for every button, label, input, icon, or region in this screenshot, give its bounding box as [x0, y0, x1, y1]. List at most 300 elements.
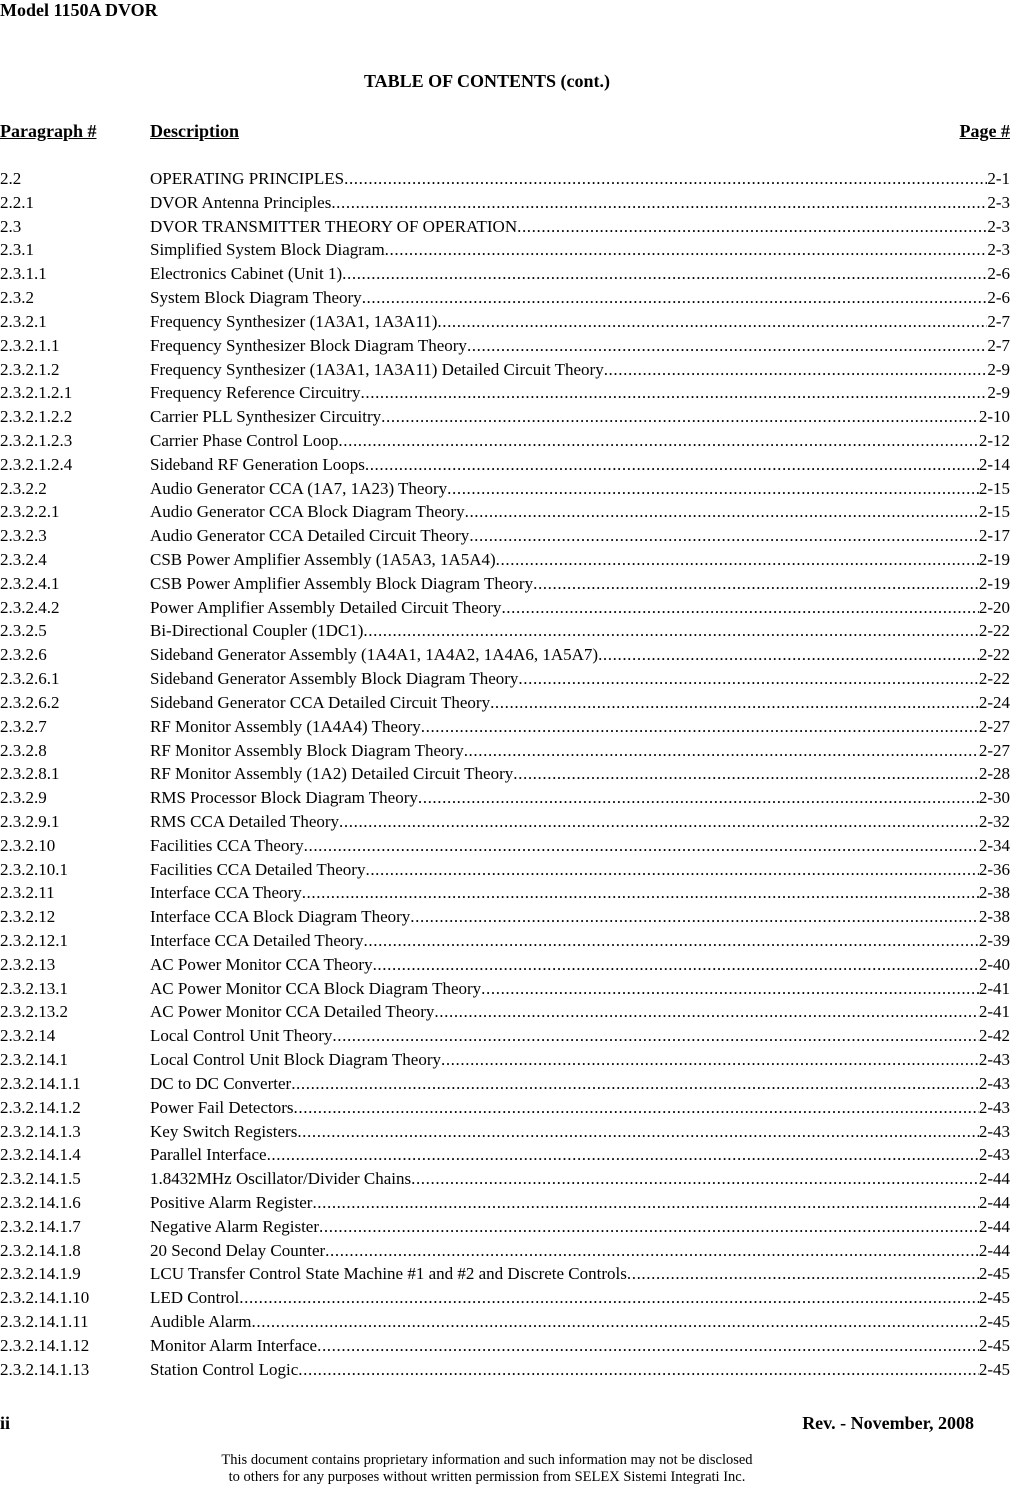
toc-entry-number: 2.3.2.13.1: [0, 978, 68, 998]
toc-entry-page: 2-27: [978, 716, 1010, 736]
toc-dot-leader: [464, 739, 979, 763]
toc-entry-description: Frequency Synthesizer (1A3A1, 1A3A11) Detailed Circuit Theory: [150, 359, 604, 379]
toc-entry-page: 2-7: [987, 311, 1010, 331]
toc-entry[interactable]: [0, 1262, 1010, 1286]
toc-entry[interactable]: [0, 1096, 1010, 1120]
toc-entry-number: 2.3.2.1.2.2: [0, 407, 73, 427]
toc-entry-number: 2.3.2.1.2.4: [0, 454, 73, 474]
toc-entry[interactable]: [0, 215, 1010, 239]
toc-entry-line: [150, 1048, 1010, 1072]
toc-entry-line: [150, 429, 1010, 453]
toc-entry-description: Audio Generator CCA Block Diagram Theory: [150, 502, 465, 522]
toc-entry[interactable]: [0, 1048, 1010, 1072]
toc-dot-leader: [344, 167, 987, 191]
toc-entry[interactable]: [0, 1072, 1010, 1096]
toc-entry-page: 2-41: [978, 978, 1010, 998]
toc-dot-leader: [339, 810, 979, 834]
toc-entry-page: 2-43: [978, 1097, 1010, 1117]
toc-entry[interactable]: [0, 596, 1010, 620]
toc-entry-page: 2-10: [978, 407, 1010, 427]
toc-entry-description: LED Control: [150, 1288, 240, 1308]
toc-entry[interactable]: [0, 1239, 1010, 1263]
toc-entry-description: LCU Transfer Control State Machine #1 and #2 and Discrete Controls: [150, 1264, 627, 1284]
toc-entry-description: RMS CCA Detailed Theory: [150, 811, 340, 831]
toc-entry-description: Carrier PLL Synthesizer Circuitry: [150, 407, 382, 427]
toc-entry[interactable]: [0, 953, 1010, 977]
toc-entry-page: 2-3: [987, 216, 1010, 236]
toc-entry-description: Frequency Synthesizer Block Diagram Theory: [150, 335, 467, 355]
toc-entry[interactable]: [0, 1358, 1010, 1382]
toc-entry-number: 2.3.2.4.2: [0, 597, 60, 617]
toc-entry-line: [150, 1310, 1010, 1334]
toc-entry-number: 2.3.2.6.2: [0, 692, 60, 712]
toc-entry-description: Key Switch Registers: [150, 1121, 298, 1141]
toc-entry-page: 2-45: [978, 1264, 1010, 1284]
toc-entry[interactable]: [0, 1143, 1010, 1167]
toc-entry-number: 2.3.2.4: [0, 550, 47, 569]
toc-entry-description: Local Control Unit Block Diagram Theory: [150, 1050, 441, 1070]
toc-entry[interactable]: [0, 358, 1010, 382]
toc-dot-leader: [342, 262, 987, 286]
toc-entry-description: Frequency Synthesizer (1A3A1, 1A3A11): [150, 311, 438, 331]
toc-dot-leader: [517, 215, 987, 239]
toc-entry-line: [150, 405, 1010, 429]
toc-dot-leader: [363, 619, 978, 643]
toc-dot-leader: [317, 1334, 979, 1358]
toc-entry[interactable]: [0, 572, 1010, 596]
toc-entry-line: [150, 691, 1010, 715]
toc-dot-leader: [239, 1286, 979, 1310]
toc-entry[interactable]: [0, 334, 1010, 358]
toc-dot-leader: [302, 881, 979, 905]
toc-dot-leader: [418, 786, 979, 810]
toc-entry[interactable]: [0, 429, 1010, 453]
toc-entry-page: 2-44: [978, 1240, 1010, 1260]
toc-entry-description: RF Monitor Assembly (1A4A4) Theory: [150, 716, 421, 736]
toc-entry-number: 2.3.2.13.2: [0, 1002, 68, 1022]
toc-entry-page: 2-6: [987, 288, 1010, 308]
toc-entry-number: 2.3.1: [0, 240, 34, 260]
toc-dot-leader: [319, 1215, 979, 1239]
toc-dot-leader: [447, 477, 979, 501]
toc-entry-number: 2.3.2.6: [0, 645, 47, 665]
toc-dot-leader: [490, 691, 979, 715]
toc-entry-description: Bi-Directional Coupler (1DC1): [150, 621, 364, 641]
toc-entry-line: [150, 310, 1010, 334]
toc-entry-description: DC to DC Converter: [150, 1073, 292, 1093]
toc-entry-page: 2-38: [978, 883, 1010, 903]
toc-entry[interactable]: [0, 191, 1010, 215]
toc-entry-number: 2.3.1.1: [0, 264, 47, 284]
toc-entry-page: 2-3: [987, 192, 1010, 212]
toc-entry-line: [150, 1334, 1010, 1358]
toc-entry-page: 2-40: [978, 954, 1010, 974]
toc-entry-description: Sideband Generator CCA Detailed Circuit Theory: [150, 692, 491, 712]
toc-entry[interactable]: [0, 715, 1010, 739]
toc-entry-line: [150, 953, 1010, 977]
toc-entry-page: 2-45: [978, 1288, 1010, 1308]
toc-entry-line: [150, 286, 1010, 310]
toc-entry-description: RF Monitor Assembly (1A2) Detailed Circuit Theory: [150, 764, 514, 784]
toc-entry-number: 2.3.2: [0, 288, 34, 308]
toc-entry-number: 2.3.2.14.1.3: [0, 1121, 81, 1141]
toc-entry-page: 2-12: [978, 430, 1010, 450]
toc-entry[interactable]: [0, 739, 1010, 763]
toc-dot-leader: [361, 381, 988, 405]
toc-entry[interactable]: [0, 1191, 1010, 1215]
toc-entry[interactable]: [0, 167, 1010, 191]
toc-dot-leader: [598, 643, 979, 667]
toc-entry-page: 2-20: [978, 597, 1010, 617]
toc-entry[interactable]: [0, 500, 1010, 524]
toc-entry-description: Electronics Cabinet (Unit 1): [150, 264, 343, 284]
toc-entry-description: CSB Power Amplifier Assembly Block Diagram Theory: [150, 573, 534, 593]
toc-entry-number: 2.3.2.14.1.2: [0, 1097, 81, 1117]
toc-entry[interactable]: [0, 238, 1010, 262]
toc-entry-number: 2.3.2.14: [0, 1026, 56, 1046]
toc-dot-leader: [325, 1239, 979, 1263]
toc-entry-description: Sideband RF Generation Loops: [150, 454, 365, 474]
toc-entry-page: 2-17: [978, 526, 1010, 546]
toc-dot-leader: [332, 1024, 978, 1048]
toc-entry-line: [150, 977, 1010, 1001]
toc-list: [0, 167, 1010, 1381]
toc-entry-number: 2.3.2.6.1: [0, 669, 60, 689]
toc-entry[interactable]: [0, 643, 1010, 667]
toc-entry-number: 2.3.2.8: [0, 740, 47, 760]
toc-entry-line: [150, 215, 1010, 239]
toc-entry-page: 2-19: [978, 573, 1010, 593]
toc-entry-number: 2.3.2.1.2.3: [0, 430, 73, 450]
toc-entry-page: 2-45: [978, 1312, 1010, 1331]
toc-entry-description: Interface CCA Detailed Theory: [150, 931, 364, 950]
toc-entry-number: 2.2: [0, 169, 22, 188]
toc-entry-description: OPERATING PRINCIPLES: [150, 169, 345, 188]
toc-entry-page: 2-39: [978, 931, 1010, 950]
toc-entry-number: 2.3.2.4.1: [0, 573, 60, 593]
toc-dot-leader: [312, 1191, 978, 1215]
toc-entry-number: 2.3.2.2.1: [0, 502, 60, 522]
toc-entry-line: [150, 477, 1010, 501]
proprietary-notice: [0, 1452, 974, 1486]
toc-entry-description: Facilities CCA Theory: [150, 835, 304, 855]
toc-entry-page: 2-44: [978, 1192, 1010, 1212]
toc-entry-line: [150, 548, 1010, 572]
toc-entry-line: [150, 858, 1010, 882]
column-header-paragraph: Paragraph #: [0, 121, 97, 141]
toc-entry[interactable]: [0, 977, 1010, 1001]
toc-dot-leader: [252, 1310, 979, 1334]
toc-dot-leader: [298, 1358, 979, 1382]
toc-entry[interactable]: [0, 381, 1010, 405]
toc-entry-line: [150, 834, 1010, 858]
toc-entry[interactable]: [0, 905, 1010, 929]
toc-entry[interactable]: [0, 786, 1010, 810]
toc-dot-leader: [411, 1167, 979, 1191]
toc-entry[interactable]: [0, 262, 1010, 286]
toc-dot-leader: [338, 429, 978, 453]
toc-entry-number: 2.3.2.7: [0, 716, 47, 736]
toc-entry-number: 2.3.2.11: [0, 883, 55, 903]
toc-entry[interactable]: [0, 1334, 1010, 1358]
toc-entry-line: [150, 1262, 1010, 1286]
toc-entry-description: Sideband Generator Assembly Block Diagram Theory: [150, 669, 519, 689]
toc-entry-description: Audible Alarm: [150, 1312, 252, 1331]
toc-entry-line: [150, 1167, 1010, 1191]
toc-entry-page: 2-7: [987, 335, 1010, 355]
toc-entry[interactable]: [0, 1310, 1010, 1334]
toc-entry[interactable]: [0, 477, 1010, 501]
toc-dot-leader: [297, 1120, 979, 1144]
toc-entry-description: Facilities CCA Detailed Theory: [150, 859, 366, 879]
toc-dot-leader: [364, 929, 979, 953]
toc-entry-description: Parallel Interface: [150, 1145, 267, 1165]
toc-entry-description: Local Control Unit Theory: [150, 1026, 333, 1046]
toc-entry-line: [150, 191, 1010, 215]
toc-entry-line: [150, 1000, 1010, 1024]
toc-entry[interactable]: [0, 524, 1010, 548]
toc-entry-page: 2-1: [987, 169, 1010, 188]
toc-entry-line: [150, 1143, 1010, 1167]
toc-entry-line: [150, 905, 1010, 929]
toc-entry-number: 2.3.2.14.1.4: [0, 1145, 81, 1165]
toc-entry-line: [150, 262, 1010, 286]
toc-entry-page: 2-27: [978, 740, 1010, 760]
toc-entry-page: 2-44: [978, 1216, 1010, 1236]
toc-entry-description: CSB Power Amplifier Assembly (1A5A3, 1A5A4): [150, 550, 496, 569]
toc-entry-number: 2.3.2.12: [0, 907, 56, 927]
toc-entry-page: 2-9: [987, 383, 1010, 403]
toc-entry[interactable]: [0, 1167, 1010, 1191]
toc-entry-page: 2-30: [978, 788, 1010, 808]
toc-entry-line: [150, 500, 1010, 524]
toc-entry-description: Audio Generator CCA (1A7, 1A23) Theory: [150, 478, 448, 498]
toc-entry-number: 2.3.2.14.1.5: [0, 1169, 81, 1189]
toc-entry-description: Power Fail Detectors: [150, 1097, 294, 1117]
column-header-description: Description: [150, 121, 239, 141]
toc-entry-description: AC Power Monitor CCA Detailed Theory: [150, 1002, 435, 1022]
toc-entry-description: 1.8432MHz Oscillator/Divider Chains: [150, 1169, 412, 1189]
toc-entry-description: AC Power Monitor CCA Block Diagram Theory: [150, 978, 482, 998]
toc-entry-line: [150, 453, 1010, 477]
column-header-page: Page #: [959, 121, 1010, 141]
toc-entry[interactable]: [0, 310, 1010, 334]
toc-entry-number: 2.3.2.2: [0, 478, 47, 498]
toc-entry-line: [150, 1024, 1010, 1048]
toc-entry-line: [150, 334, 1010, 358]
toc-entry-page: 2-9: [987, 359, 1010, 379]
toc-entry[interactable]: [0, 1024, 1010, 1048]
toc-entry-page: 2-32: [978, 811, 1010, 831]
toc-entry-page: 2-22: [978, 645, 1010, 665]
toc-entry-number: 2.3.2.14.1.13: [0, 1359, 90, 1379]
toc-entry-number: 2.3.2.1.2: [0, 359, 60, 379]
toc-entry-line: [150, 715, 1010, 739]
toc-dot-leader: [385, 238, 988, 262]
toc-entry-description: AC Power Monitor CCA Theory: [150, 954, 373, 974]
toc-entry[interactable]: [0, 286, 1010, 310]
toc-entry-page: 2-38: [978, 907, 1010, 927]
toc-entry-page: 2-14: [978, 454, 1010, 474]
footer-page-number: ii: [0, 1413, 11, 1433]
toc-entry-line: [150, 786, 1010, 810]
toc-entry-description: Carrier Phase Control Loop: [150, 430, 339, 450]
toc-entry-line: [150, 1191, 1010, 1215]
toc-entry[interactable]: [0, 667, 1010, 691]
toc-entry-description: Power Amplifier Assembly Detailed Circuit Theory: [150, 597, 502, 617]
toc-entry-number: 2.3.2.9.1: [0, 811, 60, 831]
notice-line-2: to others for any purposes without written permission from SELEX Sistemi Integrati Inc.: [228, 1469, 746, 1485]
toc-entry-description: DVOR TRANSMITTER THEORY OF OPERATION: [150, 216, 518, 236]
toc-dot-leader: [501, 596, 978, 620]
toc-dot-leader: [437, 310, 987, 334]
toc-entry-number: 2.3: [0, 216, 22, 236]
toc-entry-line: [150, 1239, 1010, 1263]
toc-entry-page: 2-45: [978, 1359, 1010, 1379]
toc-entry-description: DVOR Antenna Principles: [150, 192, 332, 212]
toc-entry[interactable]: [0, 810, 1010, 834]
toc-dot-leader: [518, 667, 978, 691]
toc-dot-leader: [465, 500, 979, 524]
toc-entry-number: 2.2.1: [0, 192, 34, 212]
toc-entry-number: 2.3.2.14.1.6: [0, 1192, 81, 1212]
toc-entry-line: [150, 810, 1010, 834]
toc-entry-number: 2.3.2.14.1.12: [0, 1335, 90, 1355]
toc-entry-page: 2-43: [978, 1121, 1010, 1141]
toc-entry-line: [150, 596, 1010, 620]
toc-entry-number: 2.3.2.1.2.1: [0, 383, 73, 403]
toc-entry-number: 2.3.2.12.1: [0, 931, 68, 950]
toc-entry-page: 2-24: [978, 692, 1010, 712]
toc-dot-leader: [381, 405, 979, 429]
document-header: Model 1150A DVOR: [0, 0, 158, 20]
toc-entry-page: 2-15: [978, 502, 1010, 522]
toc-entry-page: 2-15: [978, 478, 1010, 498]
toc-entry-number: 2.3.2.3: [0, 526, 47, 546]
toc-entry-line: [150, 762, 1010, 786]
toc-entry[interactable]: [0, 1215, 1010, 1239]
toc-entry-description: Positive Alarm Register: [150, 1192, 313, 1212]
toc-dot-leader: [533, 572, 979, 596]
toc-dot-leader: [627, 1262, 979, 1286]
toc-entry-number: 2.3.2.13: [0, 954, 56, 974]
toc-entry-description: 20 Second Delay Counter: [150, 1240, 326, 1260]
toc-entry-line: [150, 881, 1010, 905]
toc-entry[interactable]: [0, 1286, 1010, 1310]
toc-entry-line: [150, 572, 1010, 596]
toc-entry[interactable]: [0, 1000, 1010, 1024]
toc-entry[interactable]: [0, 453, 1010, 477]
toc-dot-leader: [467, 334, 987, 358]
toc-entry-number: 2.3.2.10.1: [0, 859, 68, 879]
toc-dot-leader: [513, 762, 979, 786]
toc-entry-page: 2-22: [978, 669, 1010, 689]
toc-entry-line: [150, 1215, 1010, 1239]
toc-dot-leader: [365, 453, 979, 477]
toc-entry-description: Audio Generator CCA Detailed Circuit Theory: [150, 526, 470, 546]
toc-entry-description: RMS Processor Block Diagram Theory: [150, 788, 418, 808]
toc-entry-description: Interface CCA Block Diagram Theory: [150, 907, 411, 927]
toc-entry-page: 2-41: [978, 1002, 1010, 1022]
toc-entry-number: 2.3.2.14.1.10: [0, 1288, 90, 1308]
toc-dot-leader: [421, 715, 979, 739]
toc-entry-page: 2-42: [978, 1026, 1010, 1046]
toc-entry-number: 2.3.2.14.1.9: [0, 1264, 81, 1284]
toc-entry[interactable]: [0, 405, 1010, 429]
toc-entry-number: 2.3.2.5: [0, 621, 47, 641]
toc-entry-line: [150, 238, 1010, 262]
toc-entry-page: 2-3: [987, 240, 1010, 260]
toc-entry-number: 2.3.2.8.1: [0, 764, 60, 784]
toc-entry-page: 2-34: [978, 835, 1010, 855]
toc-entry-description: Sideband Generator Assembly (1A4A1, 1A4A2, 1A4A6, 1A5A7): [150, 645, 599, 665]
toc-entry-number: 2.3.2.14.1.11: [0, 1312, 89, 1331]
toc-entry-page: 2-36: [978, 859, 1010, 879]
toc-entry-description: System Block Diagram Theory: [150, 288, 362, 308]
toc-entry-description: Simplified System Block Diagram: [150, 240, 385, 260]
toc-entry-number: 2.3.2.10: [0, 835, 56, 855]
toc-entry[interactable]: [0, 881, 1010, 905]
toc-dot-leader: [481, 977, 979, 1001]
toc-dot-leader: [373, 953, 979, 977]
toc-dot-leader: [496, 548, 979, 572]
toc-entry-description: Station Control Logic: [150, 1359, 299, 1379]
toc-dot-leader: [604, 358, 988, 382]
toc-entry-page: 2-43: [978, 1073, 1010, 1093]
toc-entry[interactable]: [0, 834, 1010, 858]
toc-entry-number: 2.3.2.1.1: [0, 335, 60, 355]
toc-entry-page: 2-28: [978, 764, 1010, 784]
toc-entry[interactable]: [0, 929, 1010, 953]
toc-entry-line: [150, 739, 1010, 763]
toc-entry-line: [150, 1120, 1010, 1144]
toc-entry-page: 2-45: [978, 1335, 1010, 1355]
toc-entry-line: [150, 667, 1010, 691]
toc-entry-number: 2.3.2.14.1.7: [0, 1216, 81, 1236]
toc-entry-line: [150, 1072, 1010, 1096]
toc-entry-description: RF Monitor Assembly Block Diagram Theory: [150, 740, 464, 760]
toc-dot-leader: [291, 1072, 979, 1096]
notice-line-1: This document contains proprietary information and such information may not be disclosed: [221, 1452, 753, 1468]
toc-entry-page: 2-44: [978, 1169, 1010, 1189]
toc-entry-line: [150, 643, 1010, 667]
toc-dot-leader: [304, 834, 979, 858]
toc-entry-number: 2.3.2.14.1: [0, 1050, 68, 1070]
toc-entry[interactable]: [0, 1120, 1010, 1144]
toc-entry-line: [150, 1096, 1010, 1120]
toc-dot-leader: [331, 191, 987, 215]
toc-dot-leader: [410, 905, 979, 929]
toc-entry-number: 2.3.2.14.1.8: [0, 1240, 81, 1260]
toc-entry[interactable]: [0, 858, 1010, 882]
toc-entry[interactable]: [0, 548, 1010, 572]
toc-entry-description: Negative Alarm Register: [150, 1216, 320, 1236]
toc-entry-page: 2-22: [978, 621, 1010, 641]
toc-entry-line: [150, 524, 1010, 548]
toc-dot-leader: [434, 1000, 978, 1024]
toc-entry[interactable]: [0, 762, 1010, 786]
toc-entry-description: Monitor Alarm Interface: [150, 1335, 318, 1355]
toc-entry-page: 2-19: [978, 550, 1010, 569]
toc-entry-line: [150, 1286, 1010, 1310]
toc-entry[interactable]: [0, 619, 1010, 643]
toc-dot-leader: [267, 1143, 979, 1167]
footer-revision: Rev. - November, 2008: [802, 1413, 974, 1433]
toc-dot-leader: [441, 1048, 979, 1072]
toc-entry[interactable]: [0, 691, 1010, 715]
toc-dot-leader: [365, 858, 978, 882]
toc-dot-leader: [469, 524, 979, 548]
